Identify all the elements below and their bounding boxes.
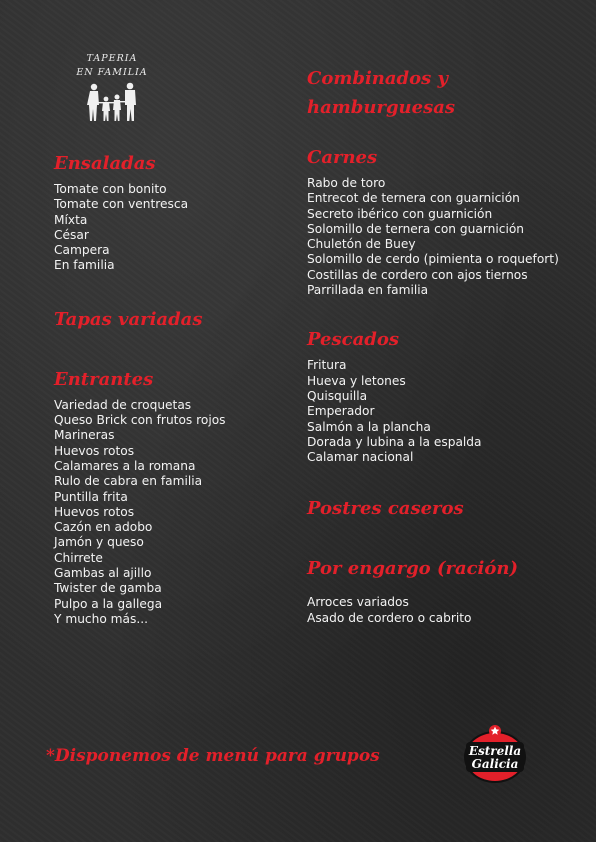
heading-pescados: Pescados [307, 329, 399, 351]
list-item: Dorada y lubina a la espalda [307, 434, 482, 449]
brand-line-2: Galicia [471, 757, 519, 771]
list-item: Variedad de croquetas [54, 397, 192, 412]
section-ensaladas [54, 152, 294, 274]
list-item: Campera [54, 243, 110, 258]
list-item: Pulpo a la gallega [54, 596, 163, 611]
list-item: Gambas al ajillo [54, 566, 152, 581]
list-item: Emperador [307, 404, 375, 419]
list-item: Huevos rotos [54, 443, 135, 458]
groups-menu-note: *Disponemos de menú para grupos [46, 746, 380, 766]
list-item: Salmón a la plancha [307, 419, 431, 434]
list-item: Rulo de cabra en familia [54, 474, 203, 489]
list-item: Quisquilla [307, 388, 368, 403]
list-item: Calamar nacional [307, 450, 414, 465]
list-item: Queso Brick con frutos rojos [54, 413, 226, 428]
list-item: Secreto ibérico con guarnición [307, 206, 493, 221]
list-item: Míxta [54, 212, 88, 227]
list-encargo [307, 595, 587, 626]
list-pescados [307, 358, 587, 465]
list-item: Y mucho más... [54, 611, 148, 626]
list-item: Chirrete [54, 550, 103, 565]
list-item: Solomillo de ternera con guarnición [307, 221, 525, 236]
section-tapas [54, 308, 294, 332]
list-item: Cazón en adobo [54, 520, 153, 535]
heading-carnes: Carnes [307, 147, 378, 168]
family-silhouette-icon [84, 82, 140, 122]
heading-combinados [307, 64, 587, 122]
list-item: Parrillada en familia [307, 283, 429, 298]
list-item: Tomate con ventresca [54, 197, 189, 212]
list-item: Asado de cordero o cabrito [307, 610, 472, 625]
list-item: Puntilla frita [54, 489, 128, 504]
heading-postres: Postres caseros [307, 498, 464, 520]
list-item: Calamares a la romana [54, 458, 196, 473]
section-combinados [307, 64, 587, 122]
list-item: Fritura [307, 358, 347, 373]
list-item: Twister de gamba [54, 581, 162, 596]
list-ensaladas [54, 182, 294, 274]
list-entrantes [54, 398, 294, 627]
heading-ensaladas: Ensaladas [54, 153, 156, 174]
right-column [307, 64, 587, 626]
section-entrantes [54, 368, 294, 627]
list-item: Solomillo de cerdo (pimienta o roquefort) [307, 252, 559, 267]
list-item: Arroces variados [307, 595, 409, 610]
estrella-galicia-logo [462, 724, 528, 790]
list-item: Rabo de toro [307, 176, 386, 190]
left-column [54, 152, 294, 627]
list-item: César [54, 227, 89, 242]
taperia-logo [62, 52, 162, 122]
heading-encargo: Por engargo (ración) [307, 558, 519, 580]
list-carnes [307, 176, 587, 298]
list-item: Entrecot de ternera con guarnición [307, 191, 520, 206]
logo-line-1: TAPERIA [86, 53, 138, 64]
section-pescados [307, 328, 587, 465]
heading-tapas: Tapas variadas [54, 308, 203, 330]
list-item: En familia [54, 258, 115, 273]
section-carnes [307, 146, 587, 298]
list-item: Jamón y queso [54, 535, 144, 550]
list-item: Chuletón de Buey [307, 237, 416, 252]
list-item: Hueva y letones [307, 373, 406, 388]
heading-entrantes: Entrantes [54, 368, 154, 390]
heading-combinados-line-2: hamburguesas [307, 97, 456, 118]
brand-line-1: Estrella [468, 744, 522, 758]
list-item: Marineras [54, 428, 115, 443]
section-encargo [307, 557, 587, 626]
list-item: Tomate con bonito [54, 182, 167, 196]
list-item: Huevos rotos [54, 504, 135, 519]
logo-line-2: EN FAMILIA [76, 67, 148, 78]
section-postres [307, 497, 587, 521]
list-item: Costillas de cordero con ajos tiernos [307, 267, 528, 282]
heading-combinados-line-1: Combinados y [307, 68, 449, 89]
